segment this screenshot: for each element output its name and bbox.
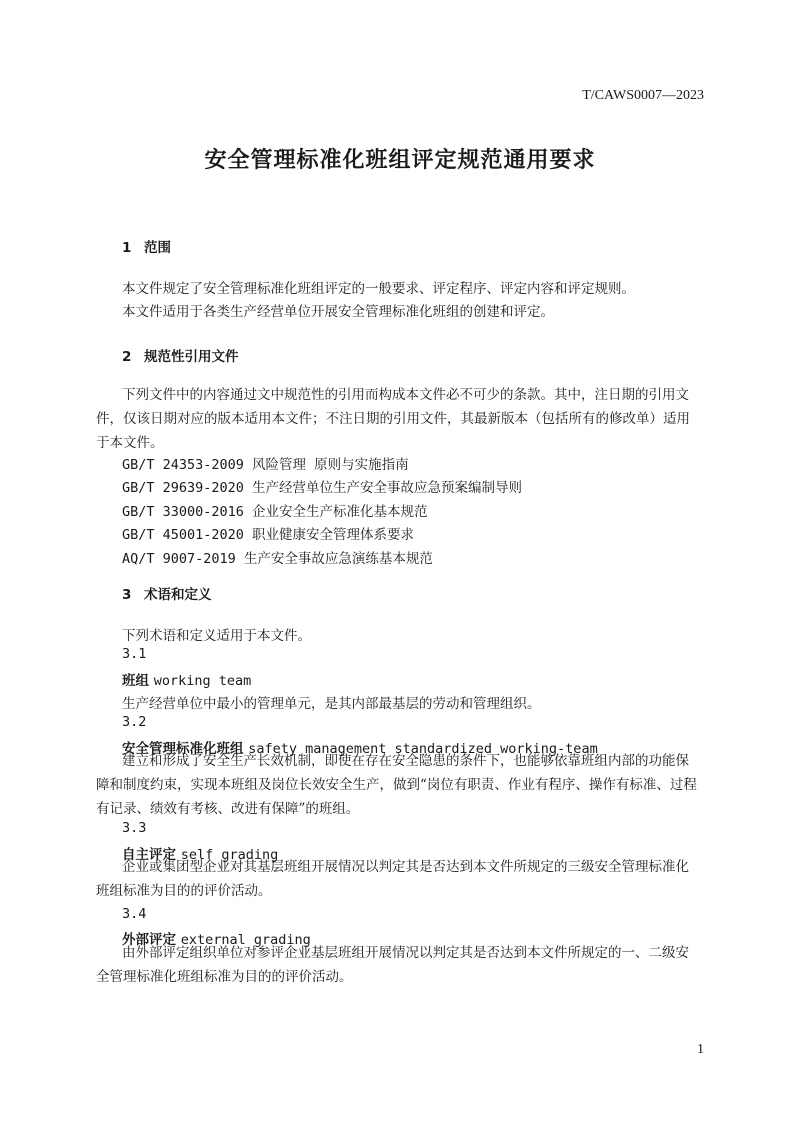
term-zh: 安全管理标准化班组 — [122, 741, 244, 757]
term-heading — [122, 669, 251, 689]
term-zh: 班组 — [122, 673, 149, 689]
reference-item: GB/T 33000-2016 企业安全生产标准化基本规范 — [122, 504, 428, 520]
term-definition: 企业或集团型企业对其基层班组开展情况以判定其是否达到本文件所规定的三级安全管理标准化班组标准为目的的评价活动。 — [96, 859, 689, 899]
term-en: safety management standardized working-team — [248, 741, 598, 757]
paragraph: 本文件规定了安全管理标准化班组评定的一般要求、评定程序、评定内容和评定规则。 — [122, 281, 635, 297]
document-code: T/CAWS0007—2023 — [582, 88, 704, 103]
section-3-heading — [122, 583, 212, 603]
term-zh: 自主评定 — [122, 847, 176, 863]
term-en: external grading — [180, 932, 311, 948]
term-number: 3.2 — [122, 714, 147, 730]
term-definition: 由外部评定组织单位对参评企业基层班组开展情况以判定其是否达到本文件所规定的一、二级安全管理标准化班组标准为目的的评价活动。 — [96, 945, 689, 985]
section-number: 1 — [122, 240, 132, 256]
document-title: 安全管理标准化班组评定规范通用要求 — [204, 148, 596, 173]
reference-item: GB/T 24353-2009 风险管理 原则与实施指南 — [122, 457, 409, 473]
term-definition: 建立和形成了安全生产长效机制，即使在存在安全隐患的条件下，也能够依靠班组内部的功能保障和制度约束，实现本班组及岗位长效安全生产，做到“岗位有职责、作业有程序、操作有标准、过程有记录、绩效有考核、改进有保障”的班组。 — [96, 753, 697, 817]
paragraph: 本文件适用于各类生产经营单位开展安全管理标准化班组的创建和评定。 — [122, 304, 554, 320]
section-1-heading — [122, 236, 171, 256]
section-title: 范围 — [144, 240, 171, 256]
section-number: 2 — [122, 349, 132, 365]
section-title: 规范性引用文件 — [144, 349, 239, 365]
reference-item: GB/T 45001-2020 职业健康安全管理体系要求 — [122, 527, 415, 543]
term-en: working team — [153, 673, 252, 689]
term-number: 3.3 — [122, 820, 147, 836]
section-2-heading — [122, 345, 239, 365]
term-definition: 生产经营单位中最小的管理单元，是其内部最基层的劳动和管理组织。 — [122, 696, 541, 712]
paragraph: 下列文件中的内容通过文中规范性的引用而构成本文件必不可少的条款。其中，注日期的引用文件，仅该日期对应的版本适用本文件；不注日期的引用文件，其最新版本（包括所有的修改单）适用于本文件。 — [96, 387, 690, 451]
term-number: 3.4 — [122, 906, 147, 922]
section-number: 3 — [122, 587, 132, 603]
reference-item: GB/T 29639-2020 生产经营单位生产安全事故应急预案编制导则 — [122, 480, 523, 496]
page-number: 1 — [697, 1042, 704, 1057]
reference-item: AQ/T 9007-2019 生产安全事故应急演练基本规范 — [122, 551, 433, 567]
term-number: 3.1 — [122, 646, 147, 662]
term-zh: 外部评定 — [122, 932, 176, 948]
paragraph: 下列术语和定义适用于本文件。 — [122, 628, 311, 644]
section-title: 术语和定义 — [144, 587, 212, 603]
term-en: self grading — [180, 847, 279, 863]
